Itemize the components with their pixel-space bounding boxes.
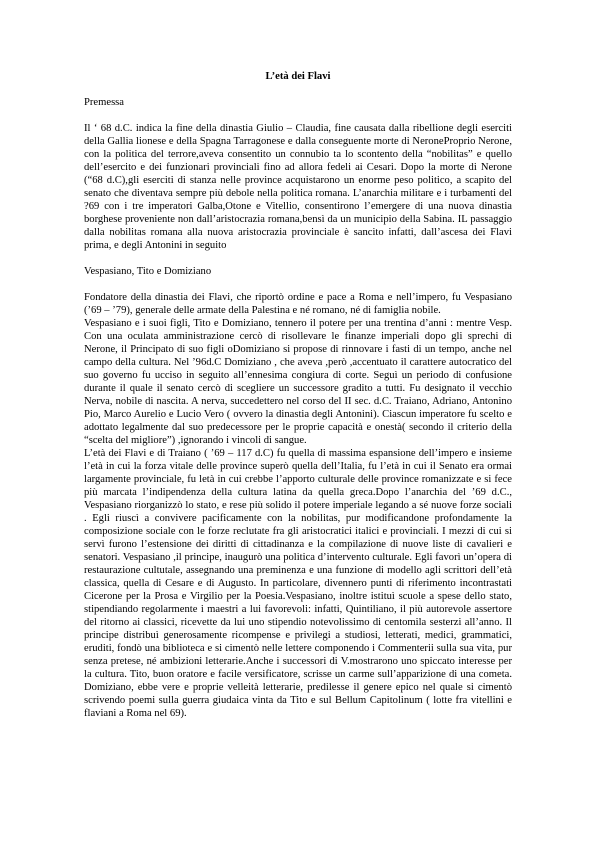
section-heading-vespasiano: Vespasiano, Tito e Domiziano: [84, 266, 212, 277]
page-title: L’età dei Flavi: [265, 71, 331, 82]
paragraph-fondatore: Fondatore della dinastia dei Flavi, che riportò ordine e pace a Roma e nell’impero, fu Vespasiano (’69 – ’79), generale delle armate della Palestina e né romano, né di famiglia nobile.: [84, 292, 512, 316]
paragraph-spacer: [84, 252, 512, 265]
paragraph-vespasiano-figli: Vespasiano e i suoi figli, Tito e Domiziano, tennero il potere per una trentina d’anni : mentre Vesp. Con una oculata amministrazione cercò di risollevare le finanze imperiali dopo gli sprechi di Nerone, il Principato di suo figli oDomiziano si propose di rinnovare i fasti di un tempo, anche nel campo della cultura. Nel ’96d.C Domiziano , che aveva ,però ,accentuato il carattere autocratico del suo governo fu ucciso in seguito all’ennesima congiura di corte. Seguì un periodo di confusione durante il quale il senato cercò di scegliere un successore gradito a tutti. Fu designato il vecchio Nerva, nobile di nascita. A nerva, succedettero nel corso del II sec. d.C. Traiano, Adriano, Antonino Pio, Marco Aurelio e Lucio Vero ( ovvero la dinastia degli Antonini). Ciascun imperatore fu scelto e adottato legalmente dal suo predecessore per le proprie capacità e onestà( secondo il criterio della “scelta del migliore”) ,ignorando i vincoli di sangue.: [84, 318, 512, 446]
section-heading-premessa: Premessa: [84, 97, 125, 108]
paragraph-premessa: Il ‘ 68 d.C. indica la fine della dinastia Giulio – Claudia, fine causata dalla ribellione degli eserciti della Gallia lionese e della Spagna Tarragonese e dalla conseguente morte di NeroneProprio Nerone, con la politica del terrore,aveva consentito un connubio ta lo scontento della “nobilitas” e quello dell’esercito e dei funzionari provinciali fino ad allora fedeli ai Cesari. Dopo la morte di Nerone (“68 d.C),gli eserciti di stanza nelle province acquistarono un enorme peso politico, a scapito del senato che diventava sempre più debole nella politica romana. L’anarchia militare e i turbamenti del ?69 con i tre imperatori Galba,Otone e Vitellio, consentirono l’emergere di una nuova dinastia borghese proveniente non dall’aristocrazia romana,bensì da un municipio della Sabina. IL passaggio dalla nobilitas romana alla nuova aristocrazia provinciale è sancito infatti, dall’ascesa dei Flavi prima, e degli Antonini in seguito: [84, 123, 512, 251]
paragraph-eta-flavi: L’età dei Flavi e di Traiano ( ’69 – 117 d.C) fu quella di massima espansione dell’impero e insieme l’età in cui la forza vitale delle province superò quella dell’Italia, fu l’età in cui il Senato era ormai largamente provinciale, fu letà in cui crebbe l’apporto culturale delle province romanizzate e si fece più marcata l’indipendenza della cultura latina da quella greca.Dopo l’anarchia del ’69 d.C., Vespasiano riorganizzò lo stato, e rese più solido il potere imperiale legando a sé nuove forze sociali . Egli riuscì a convivere pacificamente con la nobilitas, pur modificandone profondamente la composizione sociale con le forze reclutate fra gli aristocratici italici e provinciali. I mezzi di cui si servì furono l’estensione dei diritti di cittadinanza e la compilazione di nuove liste di cavalieri e senatori. Vespasiano ,il principe, inaugurò una politica d’intervento culturale. Egli favorì un’opera di restaurazione cultutale, assegnando una preminenza e una funzione di modello agli scrittori dell’età classica, quella di Cesare e di Augusto. In particolare, divennero punti di riferimento incontrastati Cicerone per la Prosa e Virgilio per la Poesia.Vespasiano, inoltre istituì scuole a spese dello stato, stipendiando regolarmente i maestri a lui favorevoli: infatti, Quintiliano, il più autorevole assertore del ritorno ai classici, ricevette da lui uno stipendio notevolissimo di centomila sesterzi all’anno. Il principe distribuì generosamente ricompense e privilegi a studiosi, letterati, medici, grammatici, eruditi, fondò una biblioteca e si cimentò nelle lettere componendo i Commenterii sulla sua vita, pur senza pretese, né ambizioni letterarie.Anche i successori di V.mostrarono uno spiccato interesse per la cultura. Tito, buon oratore e facile versificatore, scrisse un carme sull’apparizione di una cometa. Domiziano, ebbe vere e proprie velleità letterarie, predilesse il genere epico nel quale si cimentò scrivendo poemi sulla guerra giudaica vinta da Tito e sul Bellum Capitolinum ( lotte fra vitellini e flaviani a Roma nel 69).: [84, 448, 512, 719]
